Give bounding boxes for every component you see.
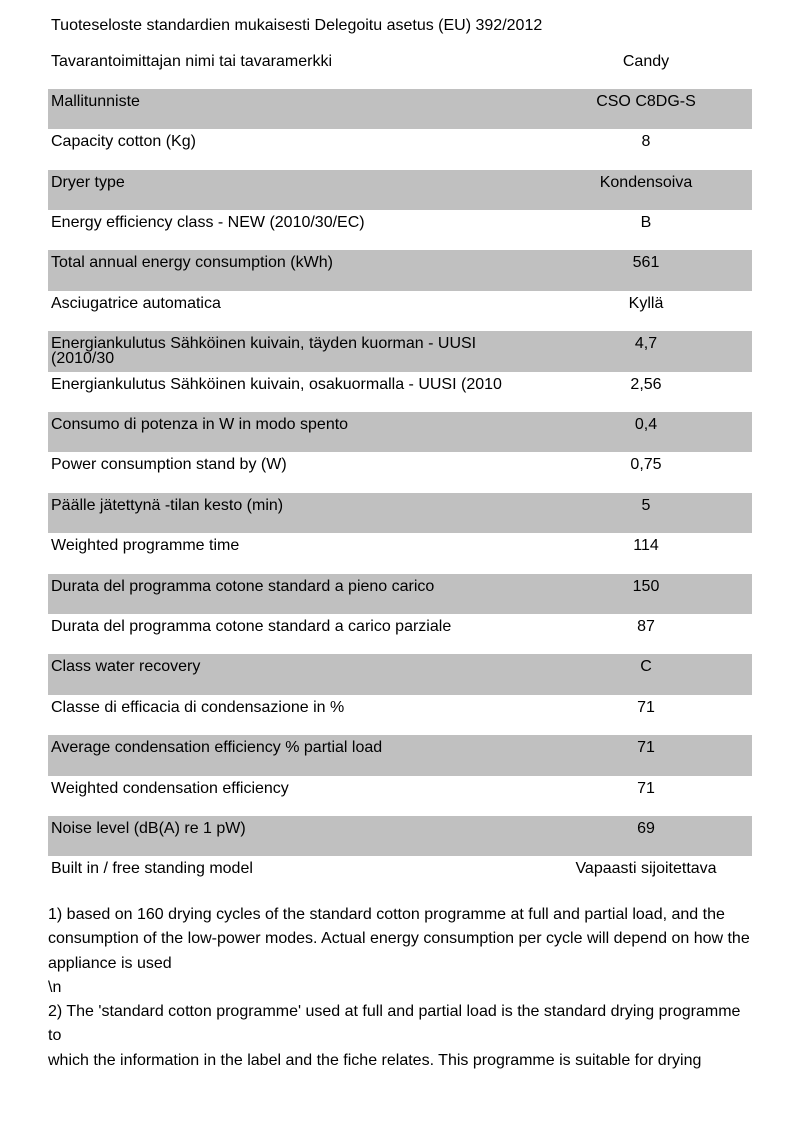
row-value: 0,75	[630, 456, 662, 474]
row-label: Tavarantoimittajan nimi tai tavaramerkki	[51, 52, 332, 70]
row-label: Energiankulutus Sähköinen kuivain, täyden kuorman - UUSI (2010/30	[51, 335, 477, 368]
footnote-2: 2) The 'standard cotton programme' used at full and partial load is the standard drying programme to	[48, 1003, 741, 1045]
row-value: 8	[641, 133, 651, 151]
table-row	[48, 654, 752, 694]
table-row	[48, 856, 752, 896]
row-value: 71	[637, 739, 655, 757]
row-label: Durata del programma cotone standard a pieno carico	[51, 577, 435, 595]
row-value: 5	[641, 496, 651, 514]
table-row	[48, 452, 752, 492]
table-row	[48, 735, 752, 775]
row-value: Candy	[622, 52, 670, 70]
footnote-separator: \n	[48, 978, 62, 996]
row-label: Capacity cotton (Kg)	[51, 133, 196, 151]
row-value: Kondensoiva	[599, 173, 693, 191]
table-row	[48, 170, 752, 210]
table-row	[48, 574, 752, 614]
row-label: Consumo di potenza in W in modo spento	[51, 416, 349, 434]
row-label: Classe di efficacia di condensazione in %	[51, 698, 345, 716]
row-value: Kyllä	[628, 294, 664, 312]
row-label: Päälle jätettynä -tilan kesto (min)	[51, 496, 284, 514]
table-row	[48, 250, 752, 290]
row-label: Average condensation efficiency % partial load	[51, 739, 383, 757]
row-label: Mallitunniste	[51, 92, 140, 110]
product-fiche-table	[48, 49, 752, 897]
row-label: Built in / free standing model	[51, 860, 253, 878]
row-value: 71	[637, 698, 655, 716]
row-label: Total annual energy consumption (kWh)	[51, 254, 333, 272]
row-value: 71	[637, 779, 655, 797]
table-row	[48, 816, 752, 856]
table-row	[48, 129, 752, 169]
row-label: Energiankulutus Sähköinen kuivain, osakuormalla - UUSI (2010	[51, 375, 502, 393]
footnotes	[48, 903, 758, 1073]
table-row	[48, 49, 752, 89]
row-label: Dryer type	[51, 173, 125, 191]
table-row	[48, 533, 752, 573]
document-title: Tuoteseloste standardien mukaisesti Delegoitu asetus (EU) 392/2012	[51, 17, 543, 34]
row-value: 69	[637, 819, 655, 837]
row-value: 2,56	[630, 375, 662, 393]
row-value: 561	[632, 254, 660, 272]
row-label: Durata del programma cotone standard a carico parziale	[51, 617, 452, 635]
table-row	[48, 210, 752, 250]
row-label: Weighted condensation efficiency	[51, 779, 289, 797]
row-value: Vapaasti sijoitettava	[575, 860, 717, 878]
row-value: 0,4	[634, 416, 658, 434]
row-label: Power consumption stand by (W)	[51, 456, 287, 474]
footnote-2-continued: which the information in the label and the fiche relates. This programme is suitable for drying	[48, 1051, 702, 1069]
table-row	[48, 291, 752, 331]
footnote-1: 1) based on 160 drying cycles of the standard cotton programme at full and partial load, and the consumption of the low-power modes. Actual energy consumption per cycle will depend on how the appliance is used	[48, 906, 750, 972]
row-value: 4,7	[634, 335, 658, 353]
table-row	[48, 493, 752, 533]
row-value: C	[640, 658, 652, 676]
row-value: 87	[637, 617, 655, 635]
row-value: 114	[633, 537, 659, 555]
table-row	[48, 412, 752, 452]
table-row	[48, 89, 752, 129]
row-value: CSO C8DG-S	[596, 92, 696, 110]
table-row	[48, 331, 752, 371]
table-row	[48, 372, 752, 412]
table-row	[48, 614, 752, 654]
row-label: Energy efficiency class - NEW (2010/30/EC)	[51, 214, 365, 232]
row-label: Noise level (dB(A) re 1 pW)	[51, 819, 246, 837]
row-label: Weighted programme time	[51, 537, 240, 555]
row-label: Class water recovery	[51, 658, 201, 676]
row-value: 150	[632, 577, 660, 595]
row-label: Asciugatrice automatica	[51, 294, 221, 312]
row-value: B	[640, 214, 652, 232]
table-row	[48, 695, 752, 735]
table-row	[48, 776, 752, 816]
